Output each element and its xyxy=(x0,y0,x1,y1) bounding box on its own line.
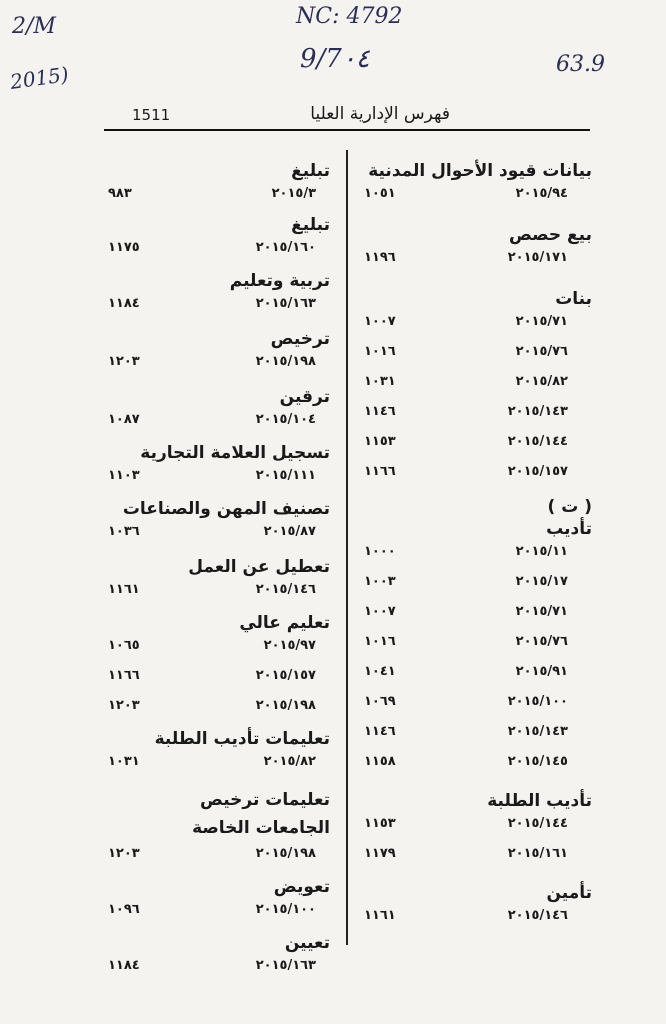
entry-row xyxy=(360,540,592,570)
entry-row xyxy=(100,578,330,608)
entry-row xyxy=(360,400,592,430)
ruling-ref: ٢٠١٥/١١ xyxy=(515,544,568,559)
entry-row xyxy=(100,292,330,322)
index-entry xyxy=(100,876,330,928)
entry-heading: تأديب الطلبة xyxy=(487,791,592,811)
entry-row xyxy=(360,720,592,750)
entry-row xyxy=(360,246,592,276)
handwritten-right-note: 63.9 xyxy=(556,52,605,77)
page-ref: ١٠٩٦ xyxy=(108,902,140,917)
entry-heading: تعطيل عن العمل xyxy=(188,557,330,577)
page-ref: ١١٩٦ xyxy=(364,250,396,265)
index-entry xyxy=(100,442,330,494)
page-ref: ١٠٦٩ xyxy=(364,694,396,709)
handwritten-note-top-left: 2/M xyxy=(12,14,56,39)
ruling-ref: ٢٠١٥/٩٤ xyxy=(515,186,568,201)
page-ref: ١٠٤١ xyxy=(364,664,396,679)
entry-heading: تعويض xyxy=(273,877,330,897)
page-ref: ١١٤٦ xyxy=(364,404,396,419)
index-entry xyxy=(360,518,592,780)
ruling-ref: ٢٠١٥/١٦١ xyxy=(507,846,568,861)
index-entry xyxy=(100,160,330,212)
page-ref: ١٠٣١ xyxy=(364,374,396,389)
ruling-ref: ٢٠١٥/١٤٥ xyxy=(507,754,568,769)
entry-row xyxy=(360,690,592,720)
entry-row xyxy=(100,464,330,494)
ruling-ref: ٢٠١٥/٨٢ xyxy=(515,374,568,389)
entry-row xyxy=(360,750,592,780)
ruling-ref: ٢٠١٥/١٤٤ xyxy=(507,816,568,831)
page-ref: ١٢٠٣ xyxy=(108,846,140,861)
ruling-ref: ٢٠١٥/١١١ xyxy=(255,468,316,483)
ruling-ref: ٢٠١٥/١٦٠ xyxy=(255,240,316,255)
entry-heading: تربية وتعليم xyxy=(229,271,330,291)
index-entry xyxy=(100,786,330,872)
page-title: فهرس الإدارية العليا xyxy=(310,104,450,124)
ruling-ref: ٢٠١٥/١٤٦ xyxy=(255,582,316,597)
entry-row xyxy=(360,600,592,630)
entry-heading: بنات xyxy=(555,289,592,309)
entry-heading: ترقين xyxy=(279,387,330,407)
ruling-ref: ٢٠١٥/١٦٣ xyxy=(255,958,316,973)
ruling-ref: ٢٠١٥/٧٦ xyxy=(515,634,568,649)
right-column xyxy=(360,160,592,934)
entry-row xyxy=(100,350,330,380)
index-entry xyxy=(360,224,592,276)
entry-heading: ( ت ) xyxy=(547,497,592,517)
page-header xyxy=(104,104,590,130)
entry-row xyxy=(100,954,330,984)
entry-row xyxy=(360,340,592,370)
ruling-ref: ٢٠١٥/١٤٣ xyxy=(507,724,568,739)
entry-row xyxy=(100,664,330,694)
handwritten-year: 2015) xyxy=(8,62,71,94)
ruling-ref: ٢٠١٥/١٤٦ xyxy=(507,908,568,923)
entry-row xyxy=(100,694,330,724)
entry-row xyxy=(100,898,330,928)
page-ref: ١٠٨٧ xyxy=(108,412,140,427)
entry-row xyxy=(360,430,592,460)
entry-heading: تبليغ xyxy=(291,161,330,181)
ruling-ref: ٢٠١٥/١٦٣ xyxy=(255,296,316,311)
entry-row xyxy=(360,630,592,660)
index-entry xyxy=(360,496,592,518)
ruling-ref: ٢٠١٥/٧١ xyxy=(515,604,568,619)
index-entry xyxy=(360,790,592,872)
ruling-ref: ٢٠١٥/١٩٨ xyxy=(255,354,316,369)
index-entry xyxy=(100,932,330,984)
page-number: 1511 xyxy=(132,106,171,124)
entry-row xyxy=(360,182,592,212)
entry-row xyxy=(100,750,330,780)
index-entry xyxy=(100,728,330,780)
index-entry xyxy=(100,386,330,438)
page-ref: ١٠٥١ xyxy=(364,186,396,201)
page-ref: ١٢٠٣ xyxy=(108,698,140,713)
ruling-ref: ٢٠١٥/١٠٠ xyxy=(255,902,316,917)
entry-row xyxy=(360,370,592,400)
page-ref: ١١٤٦ xyxy=(364,724,396,739)
entry-heading: ترخيص xyxy=(270,329,330,349)
ruling-ref: ٢٠١٥/٨٧ xyxy=(263,524,316,539)
entry-heading: بيع حصص xyxy=(508,225,592,245)
ruling-ref: ٢٠١٥/٩١ xyxy=(515,664,568,679)
page-ref: ١١٧٩ xyxy=(364,846,396,861)
entry-heading: بيانات قيود الأحوال المدنية xyxy=(368,161,592,181)
entry-row xyxy=(360,460,592,490)
entry-heading: تأديب xyxy=(546,519,592,539)
page-ref: ١١٦٦ xyxy=(108,668,140,683)
page-ref: ١١٥٣ xyxy=(364,434,396,449)
ruling-ref: ٢٠١٥/١٠٠ xyxy=(507,694,568,709)
ruling-ref: ٢٠١٥/١٠٤ xyxy=(255,412,316,427)
entry-heading: تعليم عالي xyxy=(239,613,330,633)
left-column xyxy=(100,160,330,984)
page-ref: ١١٨٤ xyxy=(108,958,140,973)
ruling-ref: ٢٠١٥/٩٧ xyxy=(263,638,316,653)
entry-row xyxy=(360,842,592,872)
page-ref: ١٠١٦ xyxy=(364,344,396,359)
index-entry xyxy=(100,498,330,550)
index-entry xyxy=(100,270,330,322)
entry-row xyxy=(360,310,592,340)
page-ref: ١٠٣٦ xyxy=(108,524,140,539)
entry-row xyxy=(100,182,330,212)
page-ref: ١١٧٥ xyxy=(108,240,140,255)
page-ref: ١١٦٦ xyxy=(364,464,396,479)
index-entry xyxy=(360,288,592,490)
ruling-ref: ٢٠١٥/١٧١ xyxy=(507,250,568,265)
page-ref: ١٠٠٧ xyxy=(364,314,396,329)
page-ref: ١١٦١ xyxy=(108,582,140,597)
page-ref: ١٠٣١ xyxy=(108,754,140,769)
entry-heading: تسجيل العلامة التجارية xyxy=(140,443,330,463)
entry-row xyxy=(360,570,592,600)
page-ref: ١٠١٦ xyxy=(364,634,396,649)
entry-heading: تعليمات تأديب الطلبة xyxy=(154,729,330,749)
entry-row xyxy=(360,660,592,690)
page-ref: ١١٥٨ xyxy=(364,754,396,769)
ruling-ref: ٢٠١٥/١٥٧ xyxy=(255,668,316,683)
entry-row xyxy=(100,236,330,266)
page-ref: ١٠٠٠ xyxy=(364,544,396,559)
handwritten-center-note: 9/7٠٤ xyxy=(300,44,370,74)
page-ref: ١٠٠٧ xyxy=(364,604,396,619)
handwritten-nc-number: NC: 4792 xyxy=(296,4,403,29)
entry-heading-line2: الجامعات الخاصة xyxy=(192,818,330,838)
ruling-ref: ٢٠١٥/١٩٨ xyxy=(255,698,316,713)
index-entry xyxy=(100,612,330,724)
page-ref: ١٠٠٣ xyxy=(364,574,396,589)
entry-row xyxy=(100,842,330,872)
ruling-ref: ٢٠١٥/٨٢ xyxy=(263,754,316,769)
ruling-ref: ٢٠١٥/١٩٨ xyxy=(255,846,316,861)
index-entry xyxy=(100,328,330,380)
page-ref: ١٢٠٣ xyxy=(108,354,140,369)
entry-heading: تبليغ xyxy=(291,215,330,235)
ruling-ref: ٢٠١٥/١٤٣ xyxy=(507,404,568,419)
column-divider xyxy=(346,150,348,945)
entry-row xyxy=(100,634,330,664)
ruling-ref: ٢٠١٥/٣ xyxy=(271,186,316,201)
entry-heading: تصنيف المهن والصناعات xyxy=(122,499,330,519)
entry-heading: تعيين xyxy=(284,933,330,953)
index-entry xyxy=(360,882,592,934)
ruling-ref: ٢٠١٥/١٤٤ xyxy=(507,434,568,449)
entry-heading: تعليمات ترخيص xyxy=(200,790,330,810)
ruling-ref: ٢٠١٥/٧١ xyxy=(515,314,568,329)
index-entry xyxy=(100,214,330,266)
ruling-ref: ٢٠١٥/١٥٧ xyxy=(507,464,568,479)
page-ref: ١١٨٤ xyxy=(108,296,140,311)
index-entry xyxy=(100,556,330,608)
entry-row xyxy=(100,408,330,438)
entry-row xyxy=(100,520,330,550)
page-ref: ١١٠٣ xyxy=(108,468,140,483)
ruling-ref: ٢٠١٥/١٧ xyxy=(515,574,568,589)
entry-row xyxy=(360,904,592,934)
ruling-ref: ٢٠١٥/٧٦ xyxy=(515,344,568,359)
entry-row xyxy=(360,812,592,842)
index-entry xyxy=(360,160,592,212)
page-ref: ١٠٦٥ xyxy=(108,638,140,653)
page-ref: ١١٦١ xyxy=(364,908,396,923)
entry-heading: تأمين xyxy=(546,883,592,903)
header-divider xyxy=(104,129,590,131)
page-ref: ١١٥٣ xyxy=(364,816,396,831)
page-ref: ٩٨٣ xyxy=(108,186,132,201)
